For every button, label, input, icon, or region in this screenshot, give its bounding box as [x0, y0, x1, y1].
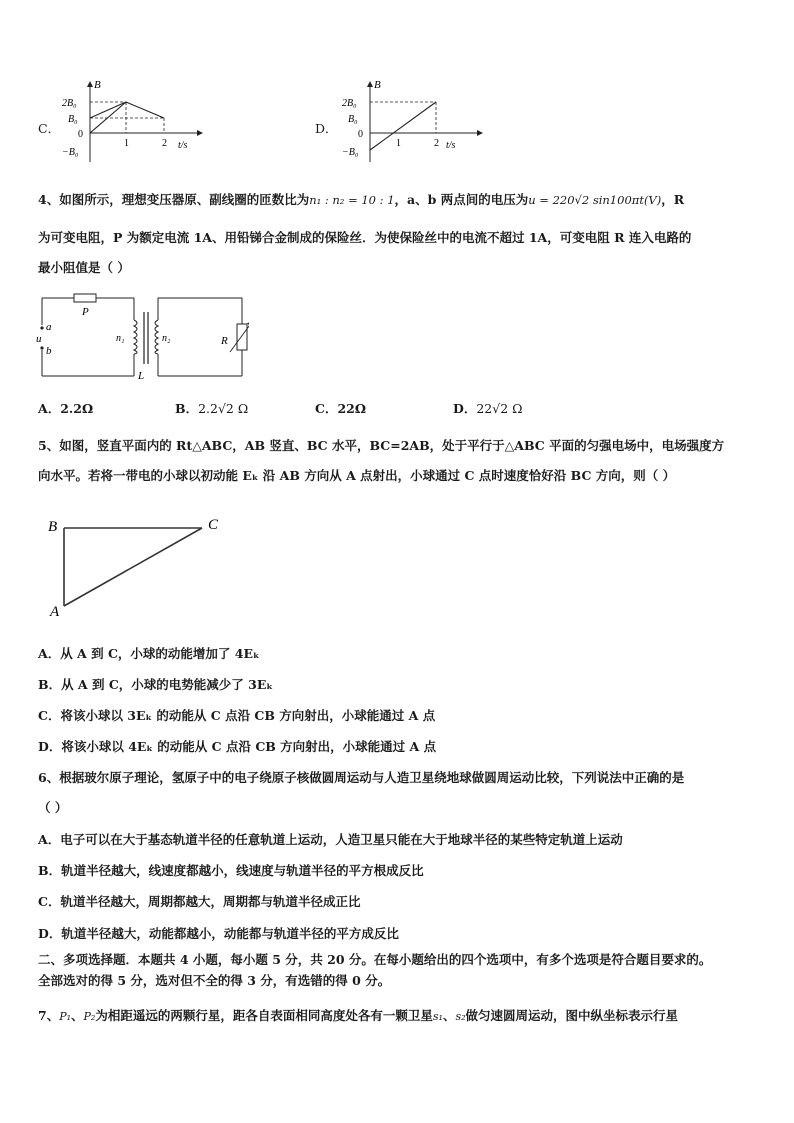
label-b: b	[46, 345, 52, 357]
graph-c-segment-3	[90, 102, 126, 118]
q6-stem-line-1: 6、根据玻尔原子理论，氢原子中的电子绕原子核做圆周运动与人造卫星绕地球做圆周运动比较，下列说法中正确的是	[38, 770, 685, 785]
q7-stem-line-1: 7、P₁、P₂为相距遥远的两颗行星，距各自表面相同高度处各有一颗卫星s₁、s₂做匀速圆周运动，图中纵坐标表示行星	[38, 1008, 679, 1023]
label-r: R	[221, 335, 228, 347]
label-u: u	[36, 333, 42, 345]
graph-c-xtick-1: 1	[124, 138, 129, 149]
q4-stem-line-1	[38, 191, 684, 209]
section2-heading-line-2: 全部选对的得 5 分，选对但不全的得 3 分，有选错的得 0 分。	[38, 973, 391, 988]
q6-option-a[interactable]: A．电子可以在大于基态轨道半径的任意轨道上运动，人造卫星只能在大于地球半径的某些特定轨道上运动	[38, 832, 623, 847]
graph-d-ytick-2b0: 2B₀	[342, 98, 357, 109]
q7-text-b: 做匀速圆周运动，图中纵坐标表示行星	[465, 1008, 679, 1023]
vertex-a: A	[50, 604, 60, 620]
q4-stem-line-2: 为可变电阻，P 为额定电流 1A、用铅锑合金制成的保险丝．为使保险丝中的电流不超过 1A，可变电阻 R 连入电路的	[38, 230, 692, 245]
graph-c-ytick-b0: B₀	[68, 114, 78, 125]
q7-satellite-s1: s₁	[432, 1010, 443, 1023]
q4-option-d[interactable]: D．22√2 Ω	[453, 401, 523, 416]
label-n2: n₂	[162, 333, 171, 344]
q7-planet-p2: P₂	[83, 1010, 96, 1023]
q5-option-c[interactable]: C．将该小球以 3Eₖ 的动能从 C 点沿 CB 方向射出，小球能通过 A 点	[38, 708, 436, 723]
graph-d-xtick-2: 2	[434, 138, 439, 149]
q6-stem-line-2: （ ）	[38, 800, 68, 815]
graph-c-ytick-neg-b0: −B₀	[62, 147, 79, 158]
graph-d-y-axis-label: B	[374, 79, 381, 91]
graph-c-x-axis-label: t/s	[178, 140, 188, 151]
graph-d-ytick-neg-b0: −B₀	[342, 147, 359, 158]
q7-planet-p1: P₁	[59, 1010, 72, 1023]
q4-stem-part-a: 4、如图所示，理想变压器原、副线圈的匝数比为	[38, 192, 310, 207]
label-l: L	[138, 370, 145, 382]
q4-option-b[interactable]: B．2.2√2 Ω	[175, 401, 249, 416]
q3-option-c-label: C．	[38, 121, 61, 136]
label-n1: n₁	[116, 333, 125, 344]
q5-option-a[interactable]: A．从 A 到 C，小球的动能增加了 4Eₖ	[38, 646, 260, 661]
graph-c-ytick-0: 0	[78, 129, 83, 140]
q3-graph-d	[338, 78, 488, 168]
q4-stem-part-b: ，a、b 两点间的电压为	[394, 192, 529, 207]
q5-option-d[interactable]: D．将该小球以 4Eₖ 的动能从 C 点沿 CB 方向射出，小球能通过 A 点	[38, 739, 437, 754]
graph-d-x-axis-label: t/s	[446, 140, 456, 151]
q5-stem-line-2: 向水平。若将一带电的小球以初动能 Eₖ 沿 AB 方向从 A 点射出，小球通过 C 点时速度恰好沿 BC 方向，则（ ）	[38, 468, 676, 483]
q5-stem-line-1: 5、如图，竖直平面内的 Rt△ABC，AB 竖直、BC 水平，BC=2AB，处于平行于△ABC 平面的匀强电场中，电场强度方	[38, 438, 725, 453]
fuse-p	[74, 294, 96, 302]
q7-text-a: 为相距遥远的两颗行星，距各自表面相同高度处各有一颗卫星	[95, 1008, 433, 1023]
graph-c-y-axis-label: B	[94, 79, 101, 91]
graph-d-xtick-1: 1	[396, 138, 401, 149]
q4-turns-ratio: n₁ : n₂ = 10 : 1	[309, 193, 395, 207]
graph-d-ytick-b0: B₀	[348, 114, 358, 125]
q6-option-c[interactable]: C．轨道半径越大，周期都越大，周期都与轨道半径成正比	[38, 894, 361, 909]
q6-option-b[interactable]: B．轨道半径越大，线速度都越小，线速度与轨道半径的平方根成反比	[38, 863, 424, 878]
graph-c-segment-2	[126, 102, 164, 118]
section2-heading-line-1: 二、多项选择题．本题共 4 小题，每小题 5 分，共 20 分。在每小题给出的四个选项中，有多个选项是符合题目要求的。	[38, 952, 712, 967]
graph-d-segment	[370, 102, 436, 150]
q3-graph-c	[58, 78, 208, 168]
q7-satellite-s2: s₂	[455, 1010, 466, 1023]
q4-voltage-expression: u = 220√2 sin100πt(V)	[528, 193, 662, 207]
q3-option-d-label: D．	[315, 121, 338, 136]
q4-option-c[interactable]: C．22Ω	[315, 401, 366, 416]
primary-coil	[134, 320, 137, 354]
graph-d-ytick-0: 0	[358, 129, 363, 140]
q4-circuit-diagram	[34, 290, 249, 382]
q4-stem-part-c: ，R	[661, 192, 685, 207]
q4-option-a[interactable]: A．2.2Ω	[38, 401, 94, 416]
graph-c-xtick-2: 2	[162, 138, 167, 149]
graph-c-segment-1	[90, 102, 126, 133]
label-a: a	[46, 321, 52, 333]
graph-c-ytick-2b0: 2B₀	[62, 98, 77, 109]
q7-prefix: 7、	[38, 1008, 60, 1023]
q4-stem-line-3: 最小阻值是（ ）	[38, 260, 130, 275]
vertex-b: B	[48, 519, 58, 535]
q6-option-d[interactable]: D．轨道半径越大，动能都越小，动能都与轨道半径的平方成反比	[38, 926, 399, 941]
label-p: P	[82, 306, 89, 318]
secondary-coil	[155, 320, 158, 354]
q5-option-b[interactable]: B．从 A 到 C，小球的电势能减少了 3Eₖ	[38, 677, 273, 692]
vertex-c: C	[208, 517, 219, 533]
variable-resistor	[237, 324, 247, 350]
q5-triangle-figure	[40, 510, 230, 625]
